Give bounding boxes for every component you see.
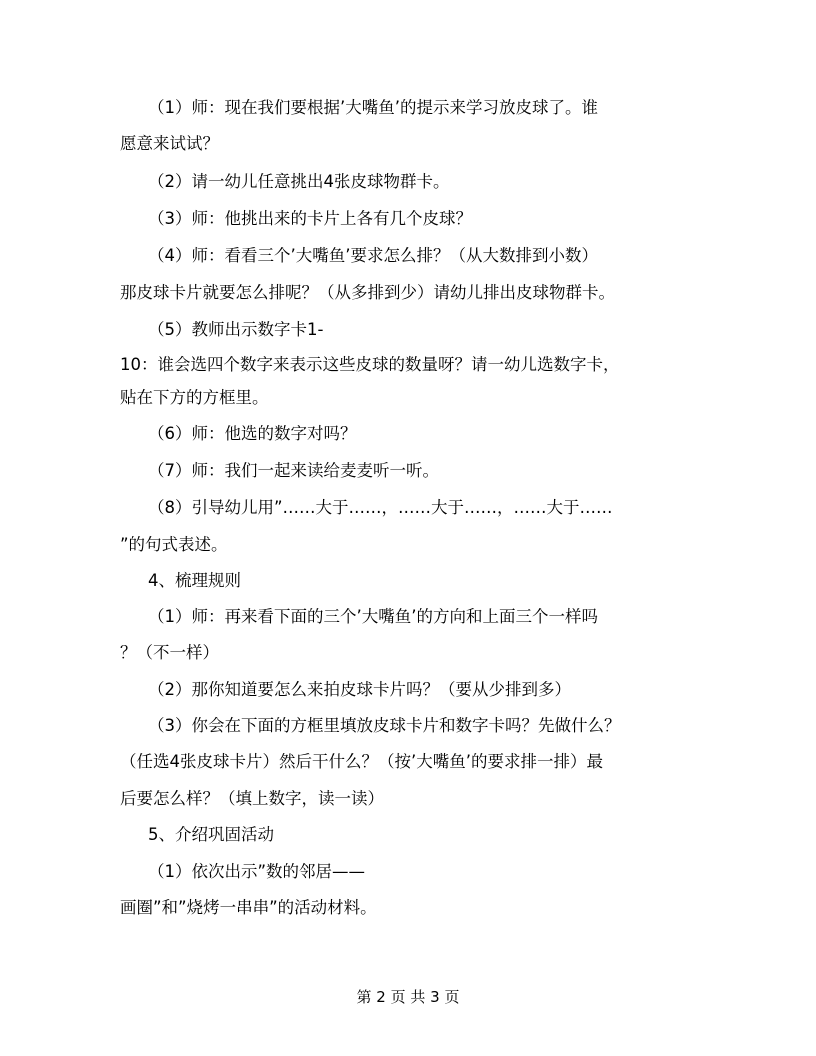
- paragraph-line: （2）那你知道要怎么来拍皮球卡片吗？（要从少排到多）: [148, 680, 571, 699]
- paragraph-line: （1）师：现在我们要根据’大嘴鱼’的提示来学习放皮球了。谁: [148, 98, 598, 117]
- section-heading: 4、梳理规则: [148, 571, 241, 590]
- page-footer: 第 2 页 共 3 页: [356, 988, 460, 1006]
- paragraph-line: （4）师：看看三个’大嘴鱼’要求怎么排？（从大数排到小数）: [148, 246, 598, 265]
- paragraph-line: 贴在下方的方框里。: [120, 388, 269, 407]
- paragraph-line: ”的句式表述。: [120, 535, 228, 554]
- paragraph-line: （3）师：他挑出来的卡片上各有几个皮球？: [148, 209, 472, 228]
- paragraph-line: （任选4张皮球卡片）然后干什么？（按’大嘴鱼’的要求排一排）最: [120, 752, 603, 771]
- paragraph-line: 后要怎么样？（填上数字，读一读）: [120, 789, 384, 808]
- paragraph-line: （7）师：我们一起来读给麦麦听一听。: [148, 461, 439, 480]
- paragraph-line: 画圈”和”烧烤一串串”的活动材料。: [120, 898, 377, 917]
- paragraph-line: （6）师：他选的数字对吗？: [148, 424, 357, 443]
- paragraph-line: ？（不一样）: [120, 643, 219, 662]
- paragraph-line: （1）依次出示”数的邻居——: [148, 862, 366, 881]
- paragraph-line: （3）你会在下面的方框里填放皮球卡片和数字卡吗？先做什么？: [148, 716, 621, 735]
- paragraph-line: （5）教师出示数字卡1-: [148, 320, 324, 339]
- paragraph-line: （8）引导幼儿用”……大于……，……大于……，……大于……: [148, 498, 613, 517]
- paragraph-line: 愿意来试试？: [120, 134, 219, 153]
- paragraph-line: （1）师：再来看下面的三个’大嘴鱼’的方向和上面三个一样吗: [148, 607, 598, 626]
- section-heading: 5、介绍巩固活动: [148, 825, 274, 844]
- paragraph-line: 10：谁会选四个数字来表示这些皮球的数量呀？请一幼儿选数字卡，: [120, 355, 620, 374]
- paragraph-line: 那皮球卡片就要怎么排呢？（从多排到少）请幼儿排出皮球物群卡。: [120, 283, 615, 302]
- paragraph-line: （2）请一幼儿任意挑出4张皮球物群卡。: [148, 172, 450, 191]
